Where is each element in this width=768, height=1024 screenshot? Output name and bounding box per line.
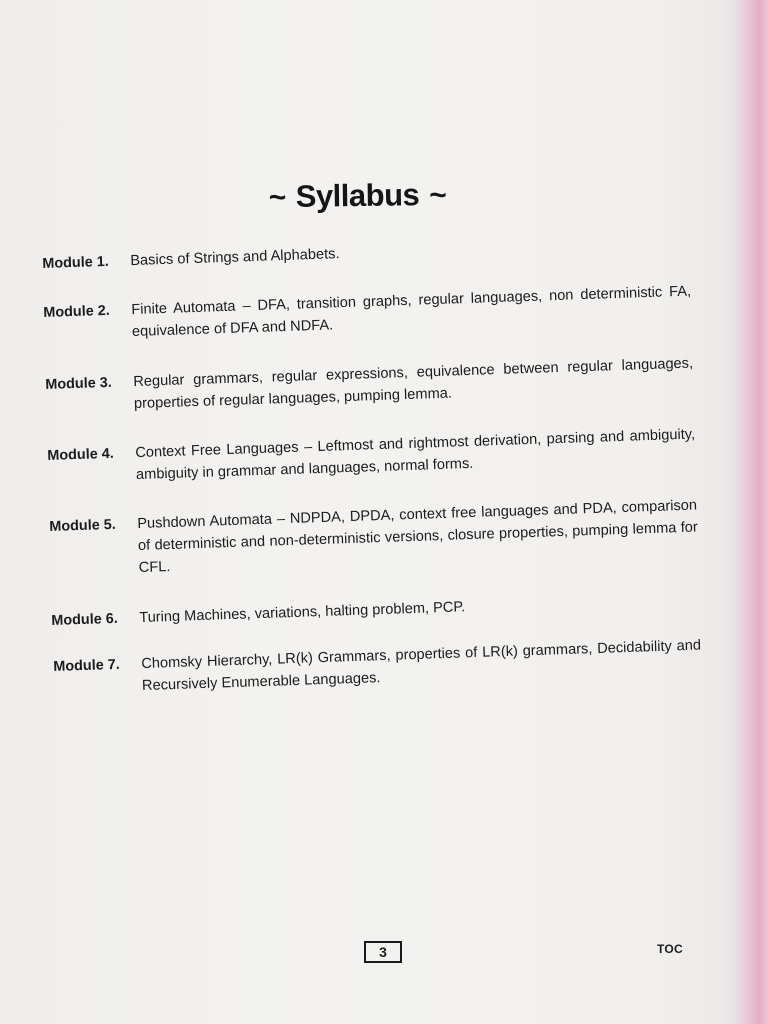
module-label: Module 3.: [45, 374, 112, 393]
module-label: Module 7.: [53, 656, 120, 675]
module-description: Regular grammars, regular expressions, equivalence between regular languages, properties of regular languages, pumping lemma.: [133, 355, 694, 413]
page-number-box: 3: [364, 941, 402, 963]
module-label: Module 2.: [43, 302, 110, 321]
module-label: Module 4.: [47, 445, 114, 464]
module-label: Module 1.: [42, 253, 109, 272]
module-description: Turing Machines, variations, halting problem, PCP.: [139, 599, 466, 627]
module-description: Context Free Languages – Leftmost and rightmost derivation, parsing and ambiguity, ambiguity in grammar and languages, normal forms.: [135, 426, 696, 484]
title-tilde-left: ~: [268, 181, 286, 215]
module-2: [43, 280, 704, 346]
module-6: [51, 588, 711, 632]
module-description: Chomsky Hierarchy, LR(k) Grammars, properties of LR(k) grammars, Decidability and Recursively Enumerable Languages.: [141, 637, 702, 695]
title-text: Syllabus: [295, 177, 420, 214]
title-tilde-right: ~: [429, 178, 447, 212]
page-title: [0, 173, 715, 219]
module-label: Module 5.: [49, 516, 116, 535]
module-4: [47, 423, 708, 489]
module-5: [49, 494, 711, 582]
module-3: [45, 352, 706, 418]
module-7: [53, 634, 714, 700]
page-edge-shadow: [734, 0, 768, 1024]
module-1: [42, 231, 702, 275]
module-label: Module 6.: [51, 610, 118, 629]
module-description: Finite Automata – DFA, transition graphs, regular languages, non deterministic FA, equivalence of DFA and NDFA.: [131, 283, 692, 341]
module-description: Basics of Strings and Alphabets.: [130, 246, 340, 270]
module-description: Pushdown Automata – NDPDA, DPDA, context free languages and PDA, comparison of deterministic and non-deterministic versions, closure properties, pumping lemma for CFL.: [137, 497, 699, 577]
toc-label: TOC: [657, 942, 684, 956]
